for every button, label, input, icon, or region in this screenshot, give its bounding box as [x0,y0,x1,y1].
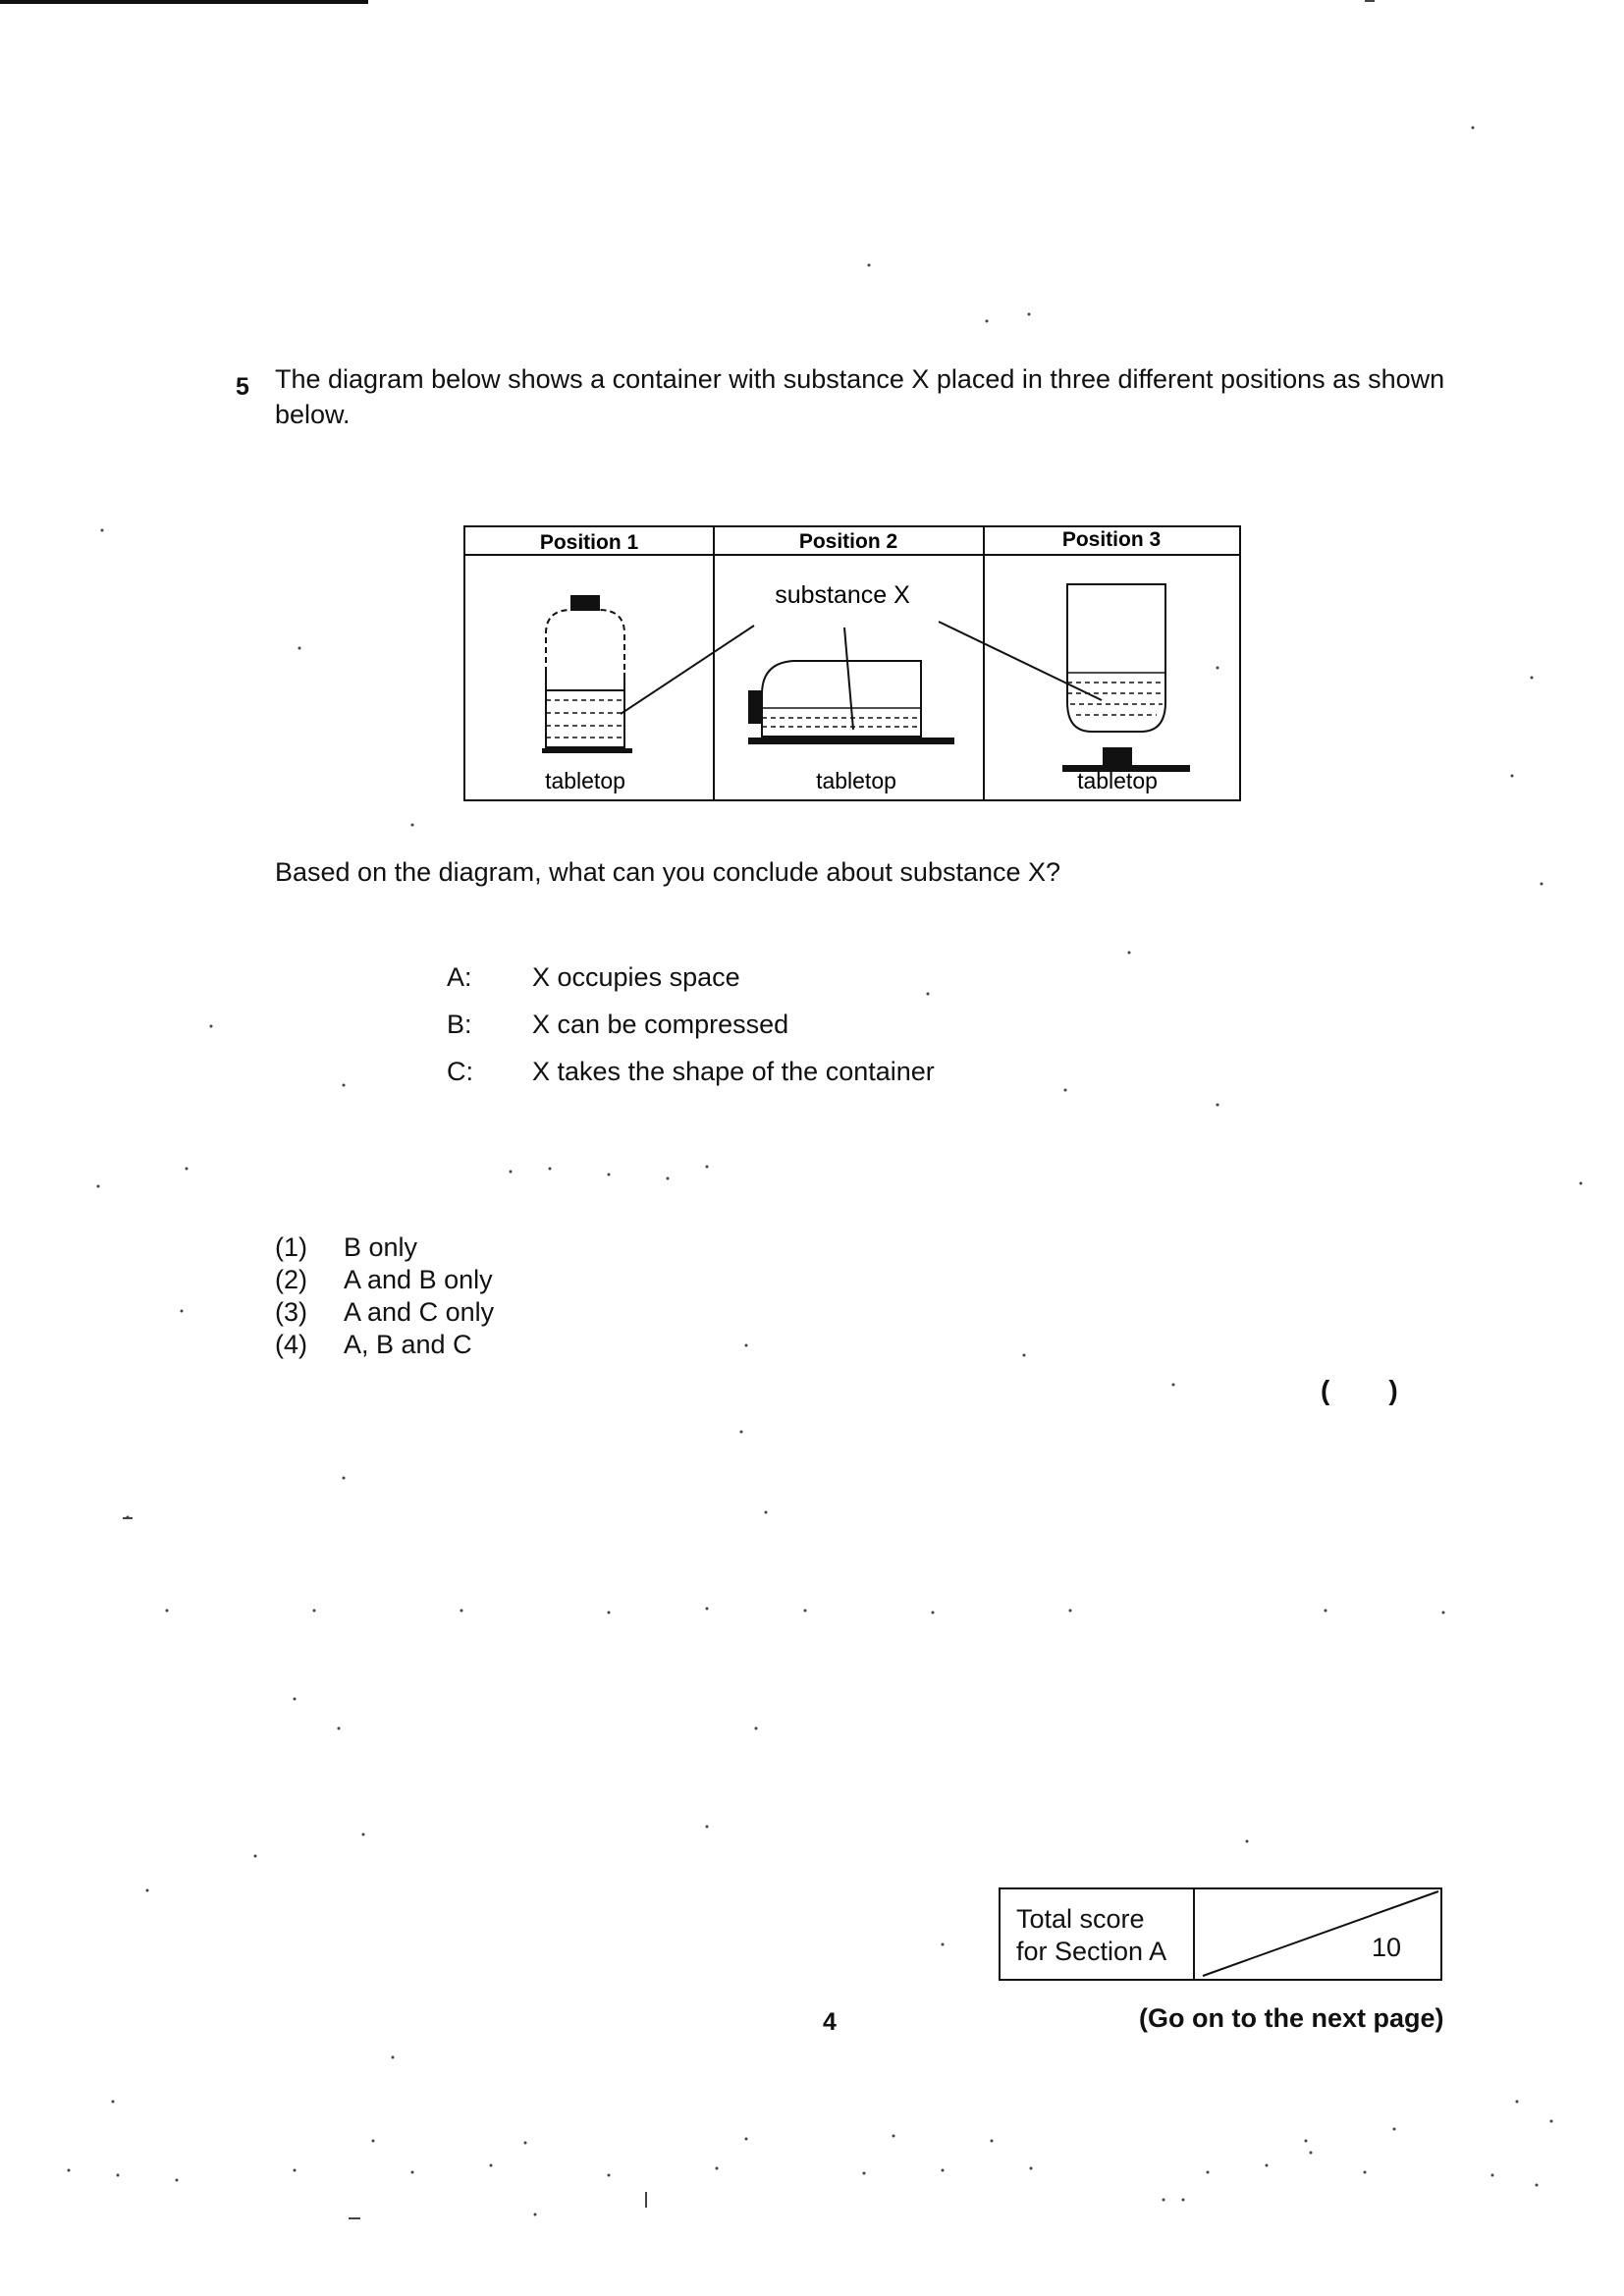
statement-text: X occupies space [532,962,740,992]
question-number: 5 [236,373,249,401]
question-stem: The diagram below shows a container with substance X placed in three different positions as shown below. [275,364,1445,429]
statement-text: X can be compressed [532,1010,789,1039]
option-text: A and C only [344,1297,495,1327]
tabletop-label-3: tabletop [1077,768,1158,793]
bracket-close: ) [1388,1375,1398,1405]
statement-label: B: [447,1010,472,1039]
statement-label: C: [447,1057,473,1086]
option-number: (2) [275,1265,307,1294]
statement-label: A: [447,962,472,992]
header-position-3: Position 3 [1061,528,1162,551]
substance-x-label: substance X [775,581,910,609]
score-max: 10 [1372,1933,1402,1962]
page-number: 4 [823,2008,837,2036]
option-text: A and B only [344,1265,493,1294]
tabletop-label-1: tabletop [545,768,625,793]
option-number: (4) [275,1330,307,1359]
header-position-2: Position 2 [798,530,898,553]
option-text: B only [344,1232,418,1262]
tabletop-label-2: tabletop [816,768,896,793]
score-label-line2: for Section A [1016,1937,1167,1966]
statement-text: X takes the shape of the container [532,1057,935,1086]
option-text: A, B and C [344,1330,472,1359]
bracket-open: ( [1321,1375,1330,1405]
score-label-line1: Total score [1016,1904,1145,1934]
continue-note: (Go on to the next page) [1139,2003,1444,2033]
header-position-1: Position 1 [539,531,639,554]
question-prompt: Based on the diagram, what can you conclude about substance X? [275,857,1061,887]
option-number: (3) [275,1297,307,1327]
option-number: (1) [275,1232,307,1262]
